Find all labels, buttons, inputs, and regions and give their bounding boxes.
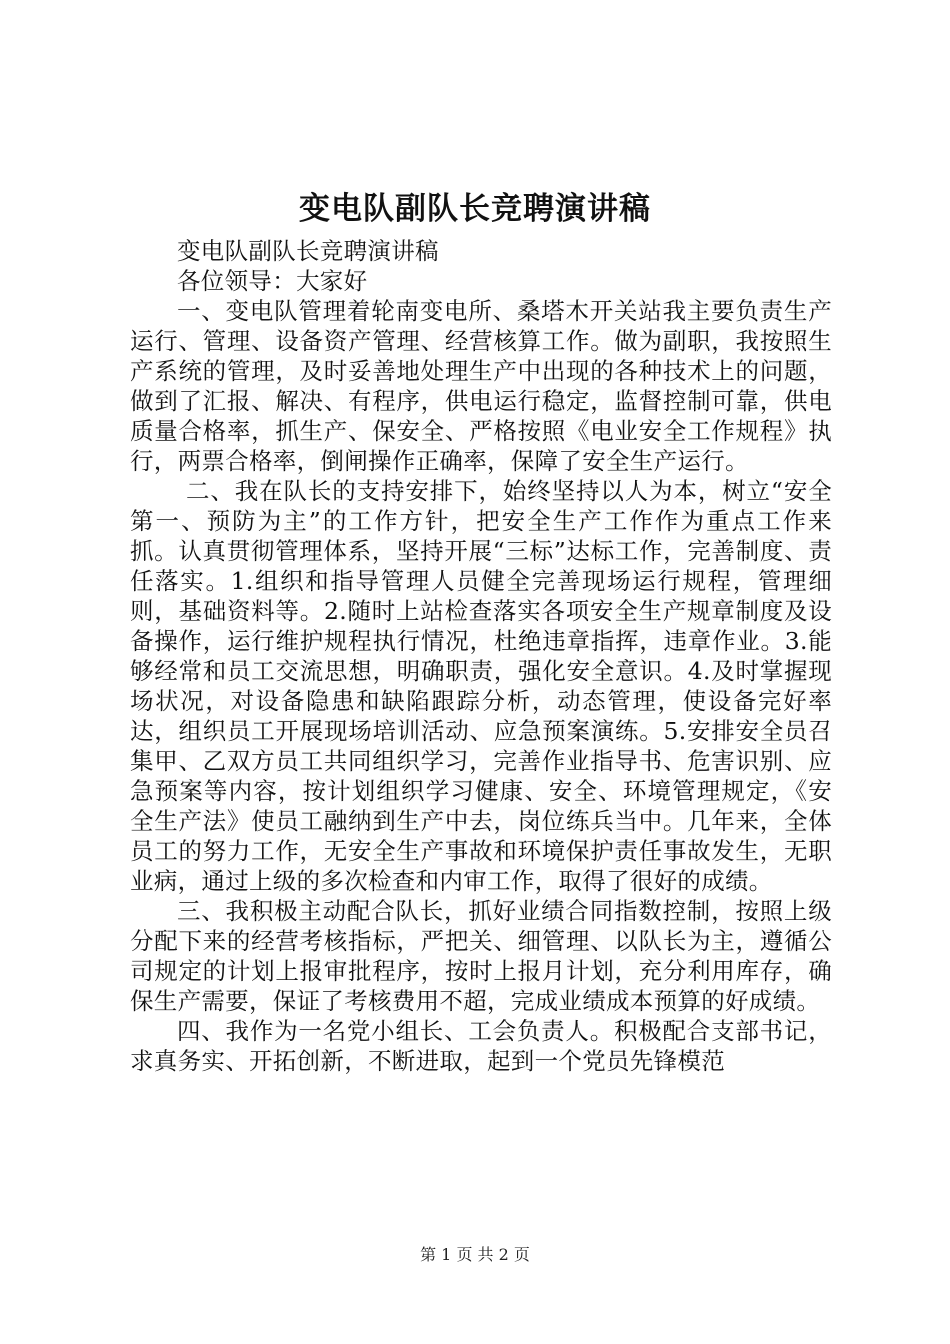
document-body (130, 236, 832, 1076)
paragraph-subtitle: 变电队副队长竞聘演讲稿 (177, 237, 439, 265)
paragraph-section-4: 四、我作为一名党小组长、工会负责人。积极配合支部书记，求真务实、开拓创新，不断进取，起到一个党员先锋模范 (130, 1017, 832, 1075)
paragraph-greeting: 各位领导：大家好 (177, 267, 368, 295)
paragraph-section-3: 三、我积极主动配合队长，抓好业绩合同指数控制，按照上级分配下来的经营考核指标，严把关、细管理、以队长为主，遵循公司规定的计划上报审批程序，按时上报月计划，充分利用库存，确保生产需要，保证了考核费用不超，完成业绩成本预算的好成绩。 (130, 897, 832, 1015)
paragraph-section-1: 一、变电队管理着轮南变电所、桑塔木开关站我主要负责生产运行、管理、设备资产管理、经营核算工作。做为副职，我按照生产系统的管理，及时妥善地处理生产中出现的各种技术上的问题，做到了汇报、解决、有程序，供电运行稳定，监督控制可靠，供电质量合格率，抓生产、保安全、严格按照《电业安全工作规程》执行，两票合格率，倒闸操作正确率，保障了安全生产运行。 (130, 297, 832, 475)
document-title: 变电队副队长竞聘演讲稿 (299, 191, 651, 227)
paragraph-section-2: 二、我在队长的支持安排下，始终坚持以人为本，树立“安全第一、预防为主”的工作方针，把安全生产工作作为重点工作来抓。认真贯彻管理体系，坚持开展“三标”达标工作，完善制度、责任落实。1.组织和指导管理人员健全完善现场运行规程，管理细则，基础资料等。2.随时上站检查落实各项安全生产规章制度及设备操作，运行维护规程执行情况，杜绝违章指挥，违章作业。3.能够经常和员工交流思想，明确职责，强化安全意识。4.及时掌握现场状况，对设备隐患和缺陷跟踪分析，动态管理，使设备完好率达，组织员工开展现场培训活动、应急预案演练。5.安排安全员召集甲、乙双方员工共同组织学习，完善作业指导书、危害识别、应急预案等内容，按计划组织学习健康、安全、环境管理规定，《安全生产法》使员工融纳到生产中去，岗位练兵当中。几年来，全体员工的努力工作，无安全生产事故和环境保护责任事故发生，无职业病，通过上级的多次检查和内审工作，取得了很好的成绩。 (130, 477, 832, 895)
page-footer: 第 1 页 共 2 页 (420, 1245, 530, 1264)
